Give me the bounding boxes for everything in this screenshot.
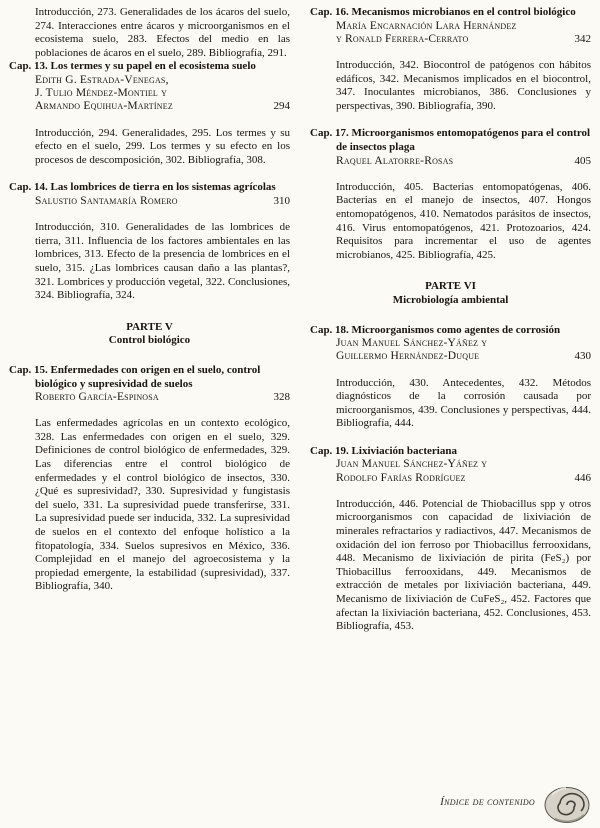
chapter-authors xyxy=(9,195,290,208)
chapter-section-list: Las enfermedades agrícolas en un contexto ecológico, 328. Las enfermedades con origen en el suelo, 329. Definiciones de control biológico de enfermedades, 329. Las diferencias entre el control biológico de enfermedades y el control biológico de insectos, 330. ¿Qué es supresividad?, 330. Supresividad y fungistasis del suelo, 331. La supresividad puede transferirse, 331. La supresividad puede ser inducida, 332. La supresividad de suelos en el contexto del enfoque holístico a la fitopatología, 334. Suelos supresivos en México, 336. Complejidad en el manejo del agroecosistema y la propiedad emergente, la estabilidad (supresividad), 337. Bibliografía, 340. xyxy=(35,417,290,593)
author-line xyxy=(336,155,591,168)
chapter-page-number: 405 xyxy=(574,154,591,167)
part-header xyxy=(310,280,591,307)
chapter-entry xyxy=(310,445,591,634)
chapter-entry xyxy=(310,6,591,113)
chapter-title: Cap. 13. Los termes y su papel en el ecosistema suelo xyxy=(9,60,256,73)
author-line xyxy=(35,74,290,87)
chapter-title: Cap. 16. Mecanismos microbianos en el control biológico xyxy=(310,6,576,18)
author-line xyxy=(336,472,591,485)
chapter-page-number: 328 xyxy=(273,391,290,404)
chapter-entry xyxy=(310,324,591,431)
chapter-title: Cap. 19. Lixiviación bacteriana xyxy=(310,444,457,457)
part-label: PARTE V xyxy=(126,320,173,333)
chapter-page-number: 310 xyxy=(273,194,290,207)
author-name: Juan Manuel Sánchez-Yáñez y xyxy=(336,458,488,471)
author-line xyxy=(336,337,591,350)
part-title: Control biológico xyxy=(108,334,191,347)
author-name: y Ronald Ferrera-Cerrato xyxy=(336,32,469,45)
toc-continuation-paragraph: Introducción, 273. Generalidades de los ácaros del suelo, 274. Interacciones entre ácaros y microorganismos en el ecosistema suelo, 283. Efectos del medio en las poblaciones de ácaros en el suelo, 289. Bibliografía, 291. xyxy=(35,6,290,59)
author-name: Rodolfo Farías Rodríguez xyxy=(336,471,466,484)
chapter-page-number: 446 xyxy=(574,471,591,484)
chapter-entry xyxy=(9,181,290,302)
chapter-section-list: Introducción, 342. Biocontrol de patógenos con hábitos edáficos, 342. Mecanismos implicados en el biocontrol, 347. Inoculantes microbianos, 386. Conclusiones y perspectivas, 390. Bibliografía, 390. xyxy=(336,59,591,112)
snail-shell-ornament-icon xyxy=(544,786,590,824)
footer-running-title: Índice de contenido xyxy=(440,796,535,808)
author-line xyxy=(336,20,591,33)
author-name: Salustio Santamaría Romero xyxy=(35,194,178,207)
chapter-authors xyxy=(310,155,591,168)
author-line xyxy=(35,100,290,113)
author-name: J. Tulio Méndez-Montiel y xyxy=(35,87,168,100)
author-name: Edith G. Estrada-Venegas, xyxy=(35,73,169,86)
author-line xyxy=(336,350,591,363)
left-column xyxy=(9,6,290,648)
chapter-section-list: Introducción, 310. Generalidades de las lombrices de tierra, 311. Influencia de los factores ambientales en las lombrices, 313. Efecto de la presencia de lombrices en el suelo, 315. ¿Las lombrices causan daño a las plantas?, 321. Lombrices y producción vegetal, 322. Conclusiones, 324. Bibliografía, 324. xyxy=(35,221,290,302)
chapter-entry xyxy=(310,127,591,262)
author-line xyxy=(35,391,290,404)
chapter-title: Cap. 18. Microorganismos como agentes de corrosión xyxy=(310,323,561,336)
chapter-section-list: Introducción, 405. Bacterias entomopatógenas, 406. Bacterias en el manejo de insectos, 407. Hongos entomopatógenos, 410. Nematodos parásitos de insectos, 416. Virus entomopatógenos, 421. Protozoarios, 424. Requisitos para incrementar el uso de agentes microbianos, 425. Bibliografía, 425. xyxy=(336,180,591,261)
chapter-section-list: Introducción, 294. Generalidades, 295. Los termes y su efecto en el suelo, 299. Los termes y su efecto en los procesos de descomposición, 302. Bibliografía, 308. xyxy=(35,126,290,166)
chapter-entry xyxy=(9,364,290,594)
part-header xyxy=(9,321,290,348)
chapter-authors xyxy=(9,391,290,404)
chapter-section-list: Introducción, 446. Potencial de Thiobacillus spp y otros microorganismos con capacidad de lixiviación de minerales refractarios y radiactivos, 447. Mecanismos de oxidación del ion ferroso por Thiobacillus ferrooxidans, 448. Mecanismo de lixiviación de pirita (FeS₂) por Thiobacillus ferrooxidans, 449. Mecanismos de extracción de metales por lixiviación bacteriana, 449. Mecanismo de lixiviación de CuFeS₂, 452. Factores que afectan la lixiviación bacteriana, 452. Conclusiones, 453. Bibliografía, 453. xyxy=(336,497,591,633)
author-line xyxy=(336,458,591,471)
author-line xyxy=(336,33,591,46)
chapter-authors xyxy=(9,74,290,114)
chapter-title: Cap. 15. Enfermedades con origen en el suelo, control biológico y supresividad de suelos xyxy=(9,363,261,390)
chapter-page-number: 342 xyxy=(574,32,591,45)
author-name: Juan Manuel Sánchez-Yáñez y xyxy=(336,337,488,350)
chapter-section-list: Introducción, 430. Antecedentes, 432. Métodos diagnósticos de la corrosión causada por microorganismos, 439. Conclusiones y perspectivas, 444. Bibliografía, 444. xyxy=(336,376,591,430)
chapter-authors xyxy=(310,337,591,363)
chapter-entry xyxy=(9,60,290,167)
chapter-page-number: 430 xyxy=(574,350,591,363)
chapter-authors xyxy=(310,20,591,46)
chapter-page-number: 294 xyxy=(273,100,290,113)
author-name: Roberto García-Espinosa xyxy=(35,391,159,404)
author-line xyxy=(35,195,290,208)
chapter-authors xyxy=(310,458,591,484)
part-title: Microbiología ambiental xyxy=(392,293,509,306)
right-column xyxy=(310,6,591,648)
page-footer xyxy=(440,786,590,824)
chapter-title: Cap. 17. Microorganismos entomopatógenos para el control de insectos plaga xyxy=(310,127,591,153)
author-name: Armando Equihua-Martínez xyxy=(35,100,173,113)
part-label: PARTE VI xyxy=(425,280,476,293)
author-name: Guillermo Hernández-Duque xyxy=(336,350,480,363)
author-name: María Encarnación Lara Hernández xyxy=(336,19,517,32)
author-name: Raquel Alatorre-Rosas xyxy=(336,154,454,167)
author-line xyxy=(35,87,290,100)
chapter-title: Cap. 14. Las lombrices de tierra en los sistemas agrícolas xyxy=(9,181,276,194)
